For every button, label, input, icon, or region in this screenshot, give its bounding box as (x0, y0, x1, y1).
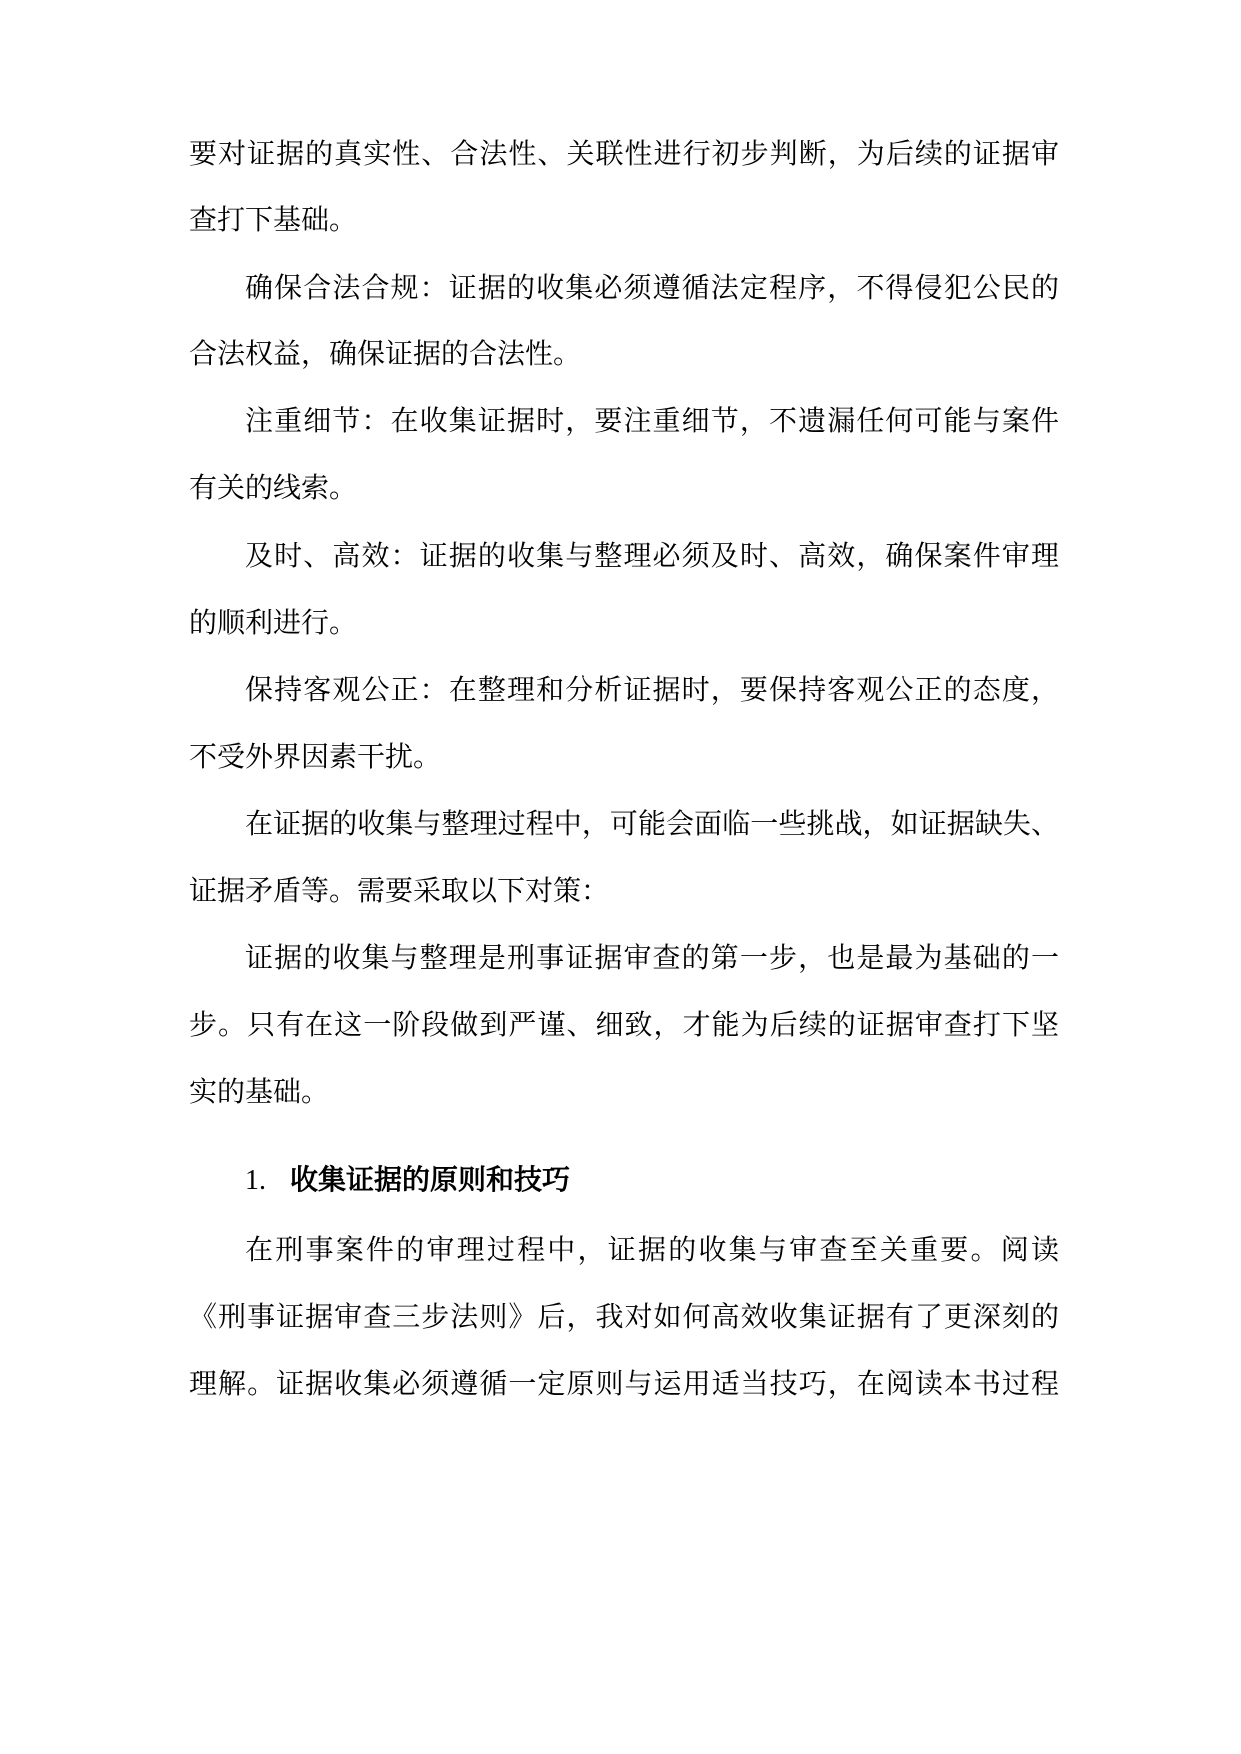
section-number: 1. (245, 1165, 266, 1196)
paragraph-line: 证据的收集与整理是刑事证据审查的第一步，也是最为基础的一 (245, 941, 1059, 974)
paragraph-line: 查打下基础。 (189, 203, 358, 236)
section-heading (245, 1160, 570, 1200)
paragraph-line: 在刑事案件的审理过程中，证据的收集与审查至关重要。阅读 (245, 1233, 1059, 1266)
paragraph-line: 的顺利进行。 (189, 606, 358, 639)
paragraph-line: 实的基础。 (189, 1075, 330, 1108)
paragraph-line: 理解。证据收集必须遵循一定原则与运用适当技巧，在阅读本书过程 (189, 1367, 1059, 1400)
paragraph-line: 要对证据的真实性、合法性、关联性进行初步判断，为后续的证据审 (189, 137, 1059, 170)
paragraph-line: 有关的线索。 (189, 471, 358, 504)
paragraph-line: 确保合法合规：证据的收集必须遵循法定程序，不得侵犯公民的 (245, 271, 1059, 304)
paragraph-line: 保持客观公正：在整理和分析证据时，要保持客观公正的态度， (245, 673, 1059, 706)
paragraph-line: 《刑事证据审查三步法则》后，我对如何高效收集证据有了更深刻的 (189, 1300, 1059, 1333)
paragraph-line: 证据矛盾等。需要采取以下对策： (189, 874, 610, 907)
section-title: 收集证据的原则和技巧 (290, 1163, 571, 1196)
paragraph-line: 步。只有在这一阶段做到严谨、细致，才能为后续的证据审查打下坚 (189, 1008, 1059, 1041)
paragraph-line: 在证据的收集与整理过程中，可能会面临一些挑战，如证据缺失、 (245, 807, 1059, 840)
paragraph-line: 合法权益，确保证据的合法性。 (189, 337, 582, 370)
paragraph-line: 注重细节：在收集证据时，要注重细节，不遗漏任何可能与案件 (245, 404, 1059, 437)
paragraph-line: 及时、高效：证据的收集与整理必须及时、高效，确保案件审理 (245, 539, 1059, 572)
paragraph-line: 不受外界因素干扰。 (189, 740, 442, 773)
